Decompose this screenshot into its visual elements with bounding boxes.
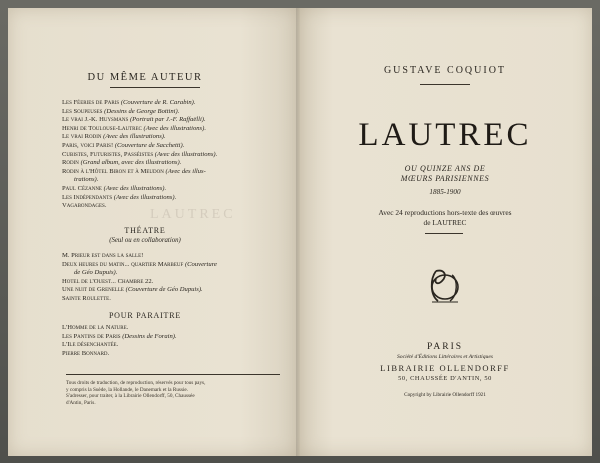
forthcoming-item xyxy=(62,333,267,342)
work-item-title: Rodin xyxy=(62,159,79,167)
work-item-title: Cubistes, Futuristes, Passéistes xyxy=(62,150,154,158)
play-item-title: M. Prieur est dans la salle! xyxy=(62,252,144,259)
forthcoming-item-note: (Dessins de Forain). xyxy=(122,332,177,340)
imprint-publisher: LIBRAIRIE OLLENDORFF xyxy=(380,363,510,373)
work-item-title: Vagabondages. xyxy=(62,202,107,210)
work-item xyxy=(62,194,267,203)
work-item xyxy=(62,108,267,117)
forthcoming-item xyxy=(62,350,267,359)
imprint-address: 50, CHAUSSÉE D'ANTIN, 50 xyxy=(398,375,492,382)
work-item-note: (Avec des illustrations). xyxy=(113,193,177,201)
work-item-note: (Couverture de Sacchetti). xyxy=(114,141,185,149)
work-item-title: Le vrai Rodin xyxy=(62,133,102,141)
work-item-title: Rodin à l'Hôtel Biron et à Meudon xyxy=(62,167,164,175)
work-item-title: Les Féeries de Paris xyxy=(62,99,120,106)
plays-list xyxy=(62,252,267,304)
forthcoming-list xyxy=(62,324,267,358)
work-item xyxy=(62,133,267,142)
show-through-text: LAUTREC xyxy=(150,207,236,222)
repro-line: Avec 24 reproductions hors-texte des œuvres xyxy=(378,208,512,217)
work-item-title: Le vrai J.-K. Huysmans xyxy=(62,116,129,124)
play-item xyxy=(62,278,267,287)
subtitle-line: OU QUINZE ANS DE xyxy=(404,164,486,173)
forthcoming-item-title: L'Homme de la Nature. xyxy=(62,324,129,331)
also-by-heading: DU MÊME AUTEUR xyxy=(87,72,203,83)
book-subtitle xyxy=(298,164,592,183)
forthcoming-item-title: L'Ile désenchantée. xyxy=(62,341,119,349)
rights-notice xyxy=(66,380,281,406)
date-range: 1885-1900 xyxy=(429,188,461,196)
work-item xyxy=(62,151,267,160)
play-item-note: (Couverture de Géo Dupuis). xyxy=(125,286,203,294)
rights-rule xyxy=(66,374,280,375)
work-item-note: (Avec des illus- xyxy=(165,167,206,175)
work-item xyxy=(62,168,267,177)
copyright-notice: Copyright by Librairie Ollendorff 1921 xyxy=(404,392,486,398)
play-item-note: (Couverture xyxy=(184,260,217,268)
work-item xyxy=(62,185,267,194)
play-item-note: de Géo Dupuis). xyxy=(74,269,118,277)
theatre-heading: THÉATRE xyxy=(124,226,166,235)
work-item-title: Les Indépendants xyxy=(62,193,113,201)
work-item-title: Paul Cézanne xyxy=(62,184,102,192)
play-item-title: Deux heures du matin... quartier Marbeuf xyxy=(62,260,184,268)
work-item-title: Henri de Toulouse-Lautrec xyxy=(62,124,142,132)
work-item-note: trations). xyxy=(74,176,99,184)
play-item xyxy=(62,295,267,304)
work-item-note: (Couverture de R. Carabin). xyxy=(120,99,196,106)
play-item-title: Sainte Roulette. xyxy=(62,294,111,302)
works-list xyxy=(62,99,267,211)
rights-line: d'Antin, Paris. xyxy=(66,399,96,406)
reproductions-note xyxy=(298,208,592,227)
work-item-title: Paris, voici Paris! xyxy=(62,141,114,149)
play-item xyxy=(62,261,267,270)
heading-rule xyxy=(110,87,200,88)
work-item-note: (Grand album, avec des illustrations). xyxy=(80,159,182,167)
work-item xyxy=(62,202,267,211)
theatre-subheading: (Seul ou en collaboration) xyxy=(109,237,181,244)
repro-line: de LAUTREC xyxy=(423,217,467,227)
imprint-city: PARIS xyxy=(426,342,464,352)
work-item xyxy=(62,125,267,134)
work-item xyxy=(62,116,267,125)
play-item xyxy=(62,252,267,261)
rights-line: S'adresser, pour traiter, à la Librairie Ollendorff, 50, Chaussée xyxy=(66,393,195,400)
work-item-note: (Avec des illustrations). xyxy=(103,133,166,141)
work-item-note: (Avec des illustrations). xyxy=(103,184,167,192)
imprint-society: Société d'Éditions Littéraires et Artistiques xyxy=(397,354,493,360)
work-item-note: (Avec des illustrations). xyxy=(143,124,206,132)
work-item xyxy=(62,159,267,168)
book-title: LAUTREC xyxy=(358,117,532,153)
author-rule xyxy=(420,84,470,85)
work-item-note: (Dessins de George Bottini). xyxy=(104,107,180,115)
work-item-note: (Avec des illustrations). xyxy=(154,150,218,158)
play-item xyxy=(62,269,267,278)
forthcoming-item xyxy=(62,324,267,333)
work-item-note: (Portrait par J.-F. Raffaëlli). xyxy=(129,116,206,124)
forthcoming-heading: POUR PARAITRE xyxy=(108,311,182,320)
forthcoming-item-title: Pierre Bonnard. xyxy=(62,349,110,357)
play-item-title: Hotel de l'Ouest... Chambre 22. xyxy=(62,277,154,285)
play-item xyxy=(62,286,267,295)
forthcoming-item xyxy=(62,341,267,350)
author-name: GUSTAVE COQUIOT xyxy=(383,65,507,76)
forthcoming-item-title: Les Pantins de Paris xyxy=(62,332,121,340)
work-item xyxy=(62,99,267,108)
title-rule xyxy=(425,233,463,234)
rights-line: y compris la Suède, la Hollande, le Danemark et la Russie. xyxy=(66,386,189,393)
subtitle-line: MŒURS PARISIENNES xyxy=(400,173,490,183)
rights-line: Tous droits de traduction, de reproduction, réservés pour tous pays, xyxy=(66,380,206,386)
work-item xyxy=(62,142,267,151)
publisher-monogram-icon xyxy=(422,265,468,305)
play-item-title: Une nuit de Grenelle xyxy=(62,286,124,294)
work-item xyxy=(62,176,267,185)
work-item-title: Les Soupeuses xyxy=(62,107,103,115)
